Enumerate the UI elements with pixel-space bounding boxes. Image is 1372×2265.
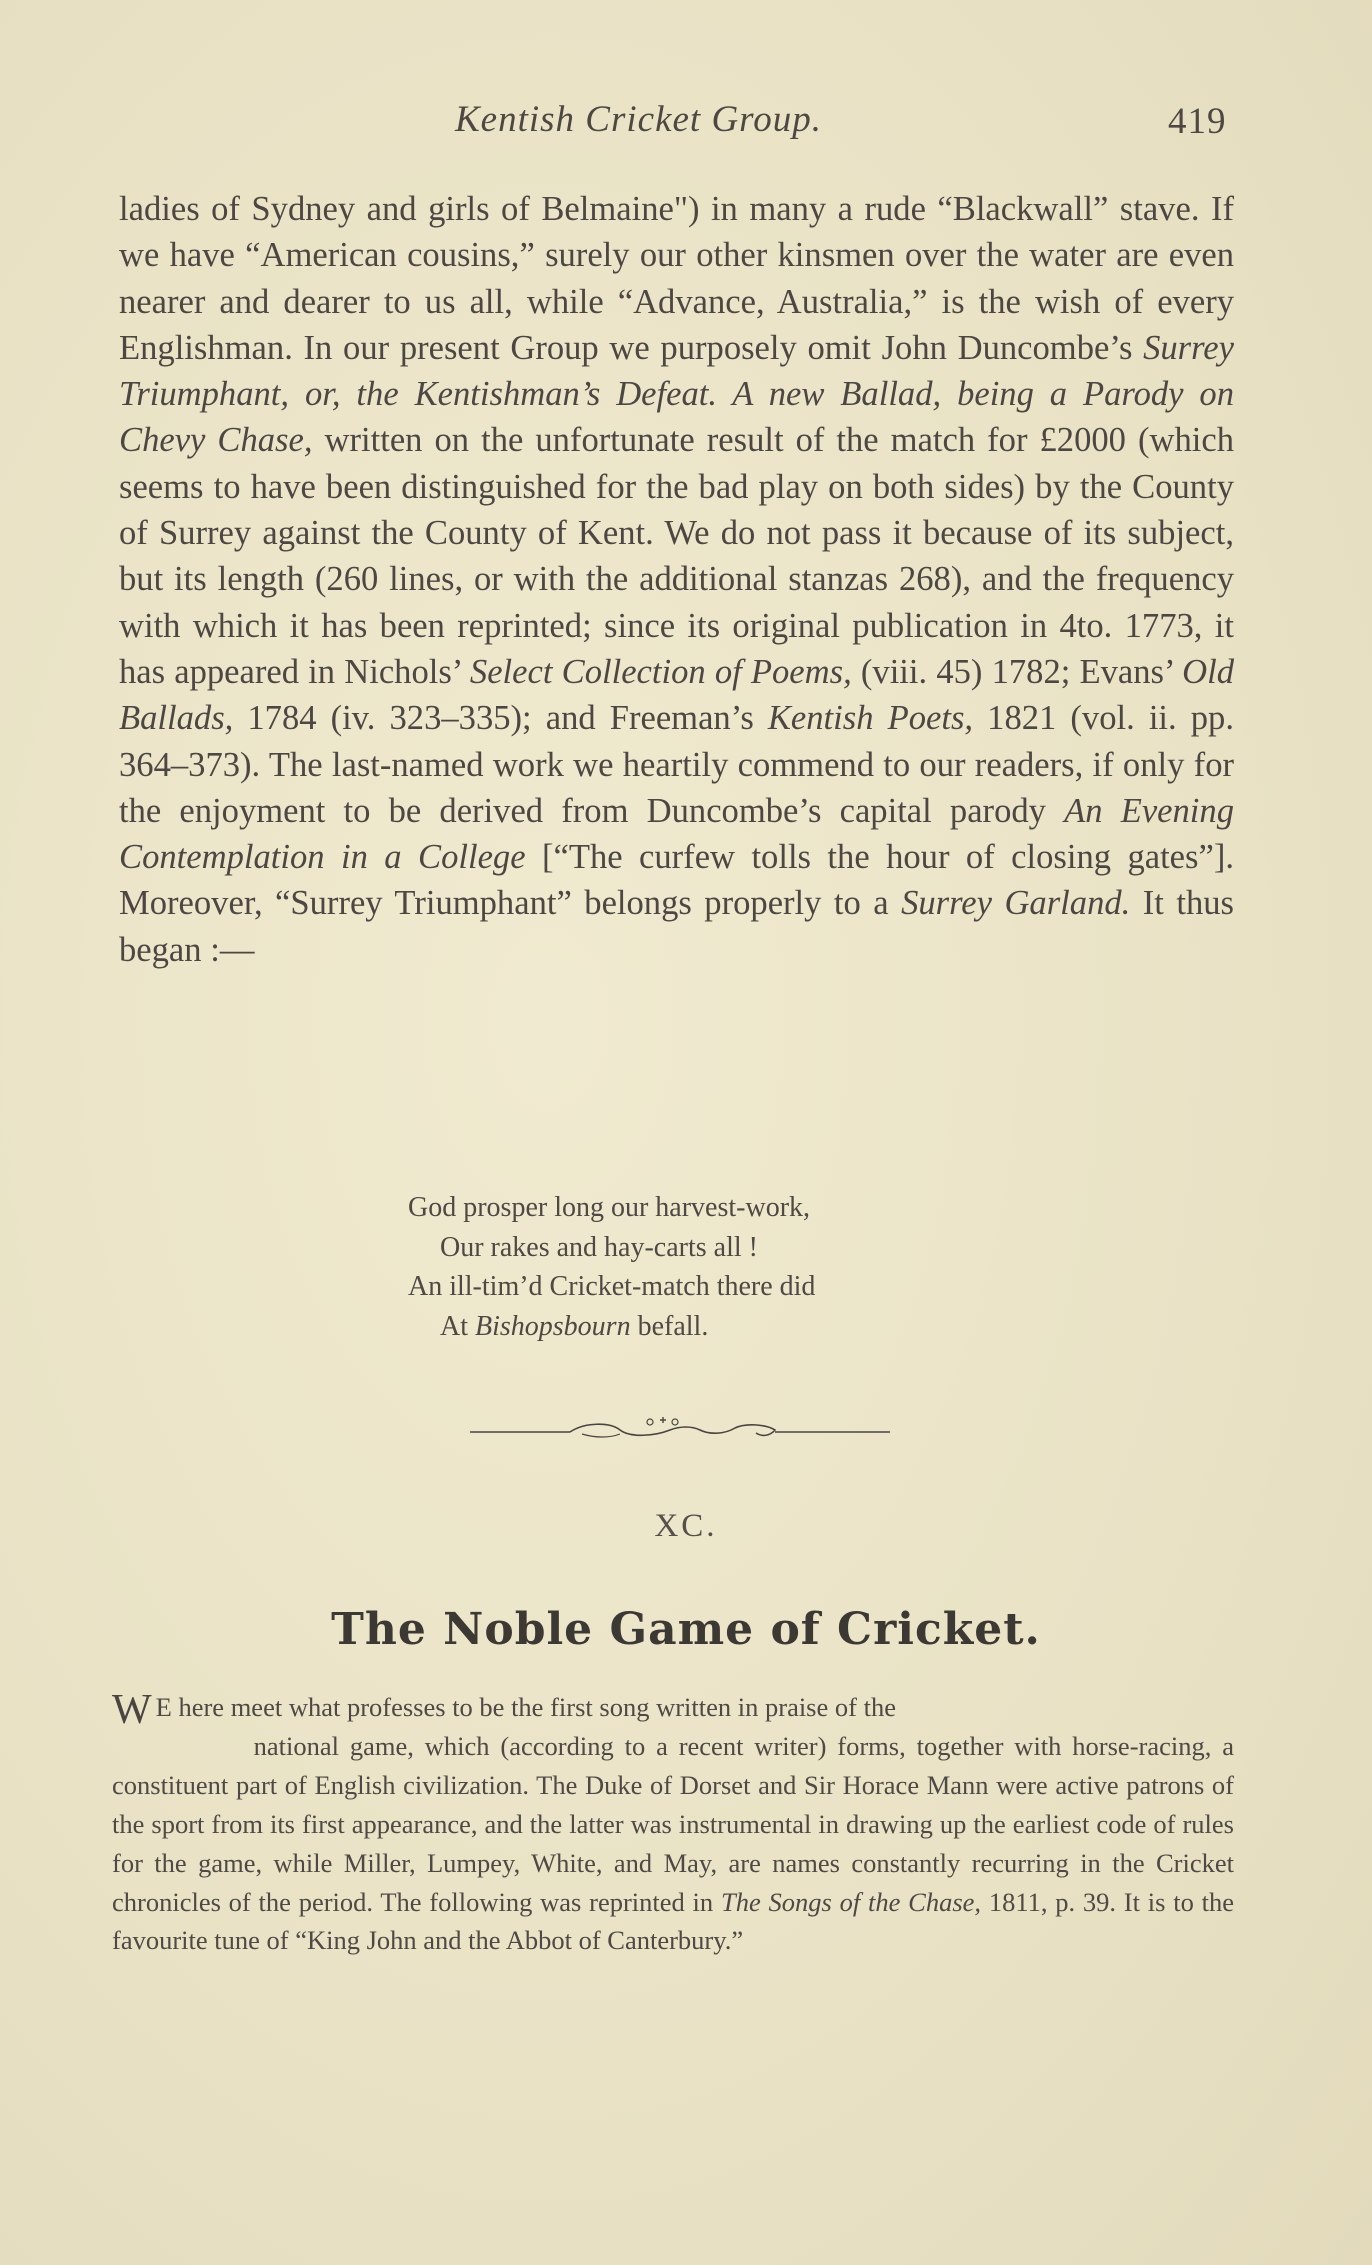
- text-run: written on the unfortunate result of the match for £2000 (which seems to have been distinguished for the bad play on both sides) by the County of Surrey against the County of Kent. We do not pass it because of its subject, but its length (260 lines, or with the additional stanzas 268), and the frequency with which it has been reprinted; since its original publication in 4to. 1773, it has appeared in Nichols’: [119, 421, 1234, 691]
- body-paragraph: [119, 186, 1234, 973]
- page-header: [0, 98, 1372, 148]
- ornament-divider: [470, 1408, 890, 1452]
- section-number: XC.: [654, 1508, 718, 1544]
- italic-title: Old Ballads,: [119, 652, 1234, 738]
- italic-title: Kentish Poets,: [767, 699, 974, 738]
- text-run: national game, which (according to a recent writer) forms, together with horse-racing, a constituent part of English civilization. The Duke of Dorset and Sir Horace Mann were active patrons of the sport from its first appearance, and the latter was instrumental in drawing up the earliest code of rules for the game, while Miller, Lumpey, White, and May, are names constantly recurring in the Cricket chronicles of the period. The following was reprinted in: [112, 1730, 1234, 1917]
- verse-line: God prosper long our harvest-work,: [408, 1192, 811, 1223]
- drop-cap: W: [112, 1687, 150, 1733]
- verse-line: [408, 1307, 968, 1347]
- italic-title: An Evening Contemplation in a College: [119, 791, 1234, 877]
- text-run: [“The curfew tolls the hour of closing gates”]. Moreover, “Surrey Triumphant” belongs properly to a: [119, 838, 1234, 923]
- body-text: [119, 186, 1234, 973]
- italic-title: The Songs of the Chase,: [720, 1886, 982, 1917]
- italic-title: Select Collection of Poems,: [469, 652, 852, 691]
- verse-line: An ill-tim’d Cricket-match there did: [408, 1271, 816, 1302]
- text-run: It thus began :—: [119, 884, 1234, 969]
- intro-paragraph: [112, 1688, 1234, 1960]
- verse-quotation: [408, 1188, 968, 1346]
- running-title: Kentish Cricket Group.: [455, 99, 822, 140]
- section-title: The Noble Game of Cricket.: [331, 1604, 1041, 1655]
- italic-place: Bishopsbourn: [475, 1310, 631, 1342]
- text-run: 1784 (iv. 323–335); and Freeman’s: [233, 699, 768, 738]
- page-number: 419: [1168, 101, 1227, 142]
- text-run: 1811, p. 39. It is to the favourite tune of “King John and the Abbot of Canterbury.”: [112, 1886, 1234, 1956]
- verse-line: Our rakes and hay-carts all !: [440, 1231, 758, 1263]
- text-run: E here meet what professes to be the first song written in praise of the: [155, 1692, 896, 1722]
- text-run: ladies of Sydney and girls of Belmaine") in many a rude “Blackwall” stave. If we have “American cousins,” surely our other kinsmen over the water are even nearer and dearer to us all, while “Advance, Australia,” is the wish of every Englishman. In our present Group we purposely omit John Duncombe’s: [119, 190, 1234, 367]
- italic-title: Surrey Garland.: [901, 884, 1131, 923]
- italic-title: Surrey Triumphant, or, the Kentishman’s Defeat. A new Ballad, being a Parody on Chevy Chase,: [119, 328, 1234, 460]
- text-run: befall.: [630, 1310, 709, 1342]
- text-run: At: [440, 1310, 475, 1342]
- intro-text: [112, 1688, 1234, 1960]
- text-run: 1821 (vol. ii. pp. 364–373). The last-named work we heartily commend to our readers, if only for the enjoyment to be derived from Duncombe’s capital parody: [119, 699, 1234, 830]
- text-run: (viii. 45) 1782; Evans’: [851, 652, 1183, 691]
